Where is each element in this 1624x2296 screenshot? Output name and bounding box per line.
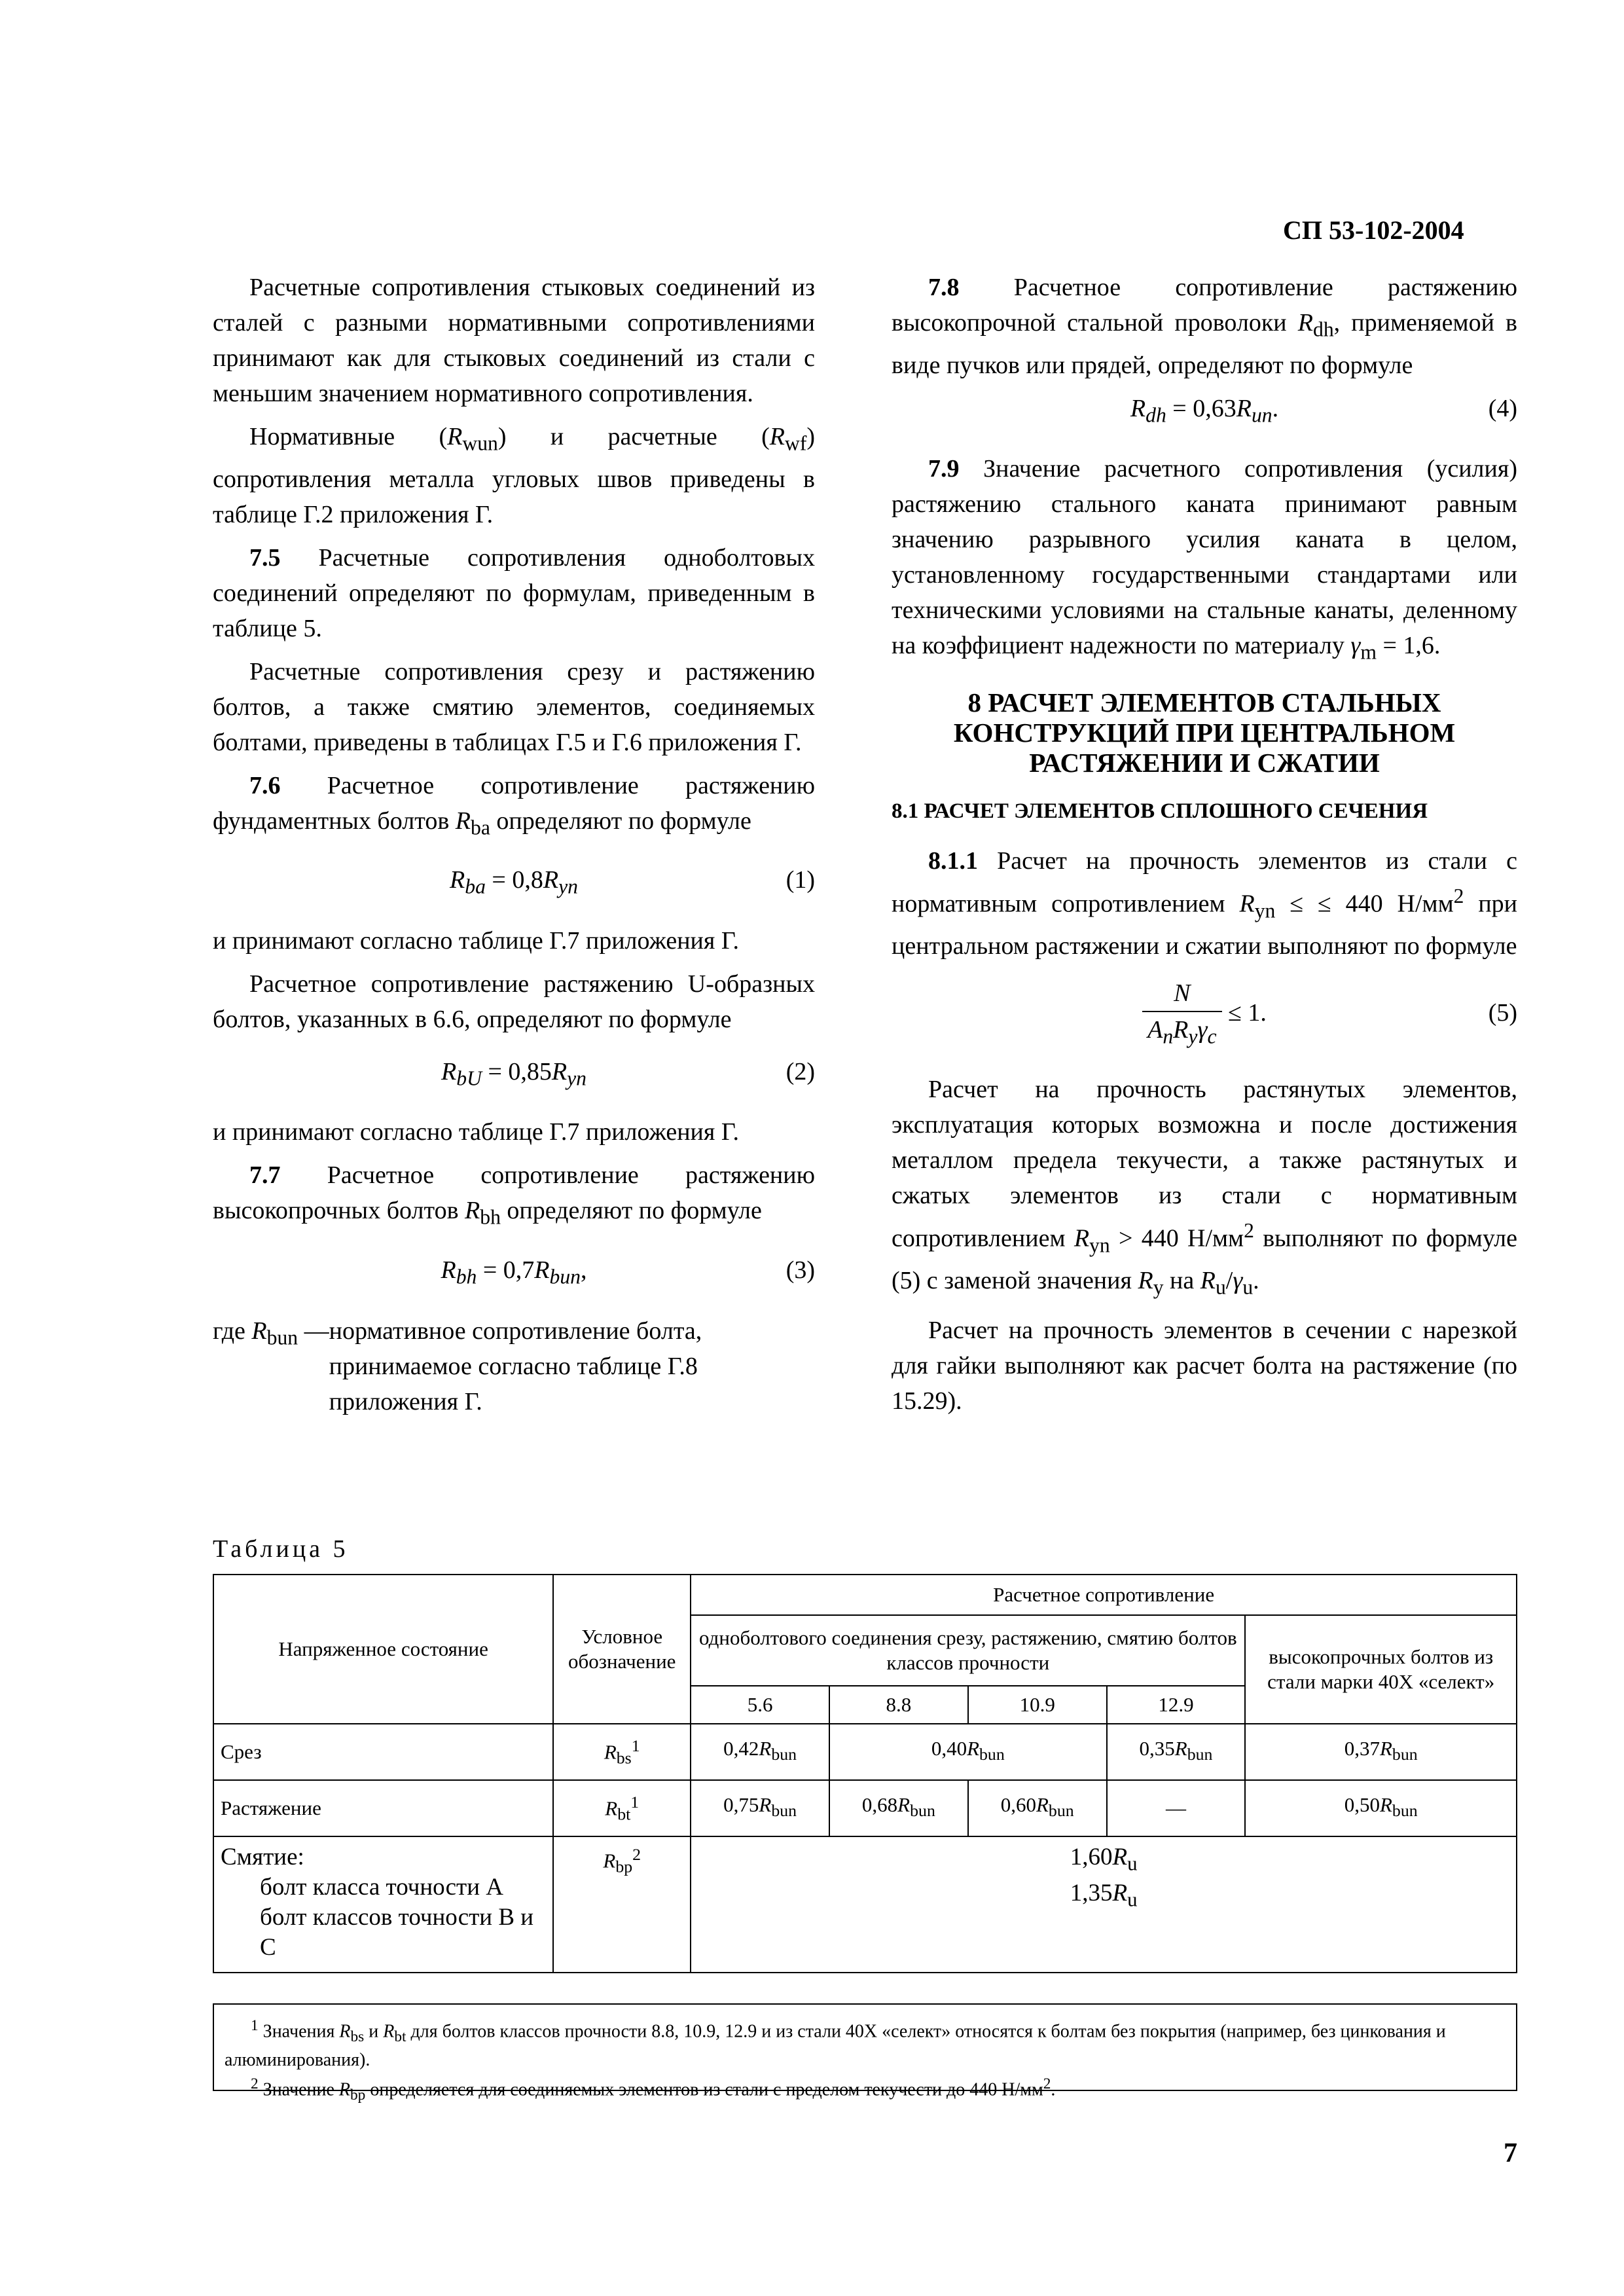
- clause-7-9: 7.9 Значение расчетного сопротивления (усилия) растяжению стального каната принимают равным значению разрывного усилия каната в целом, установленному государственными стандартами или техническими условиями на стальные канаты, деленному на коэффициент надежности по материалу $\gamma_m = 1,6$.: [892, 455, 1517, 664]
- value-cell: $0,68R_{bun}$: [829, 1780, 968, 1836]
- class-header: 8.8: [829, 1686, 968, 1724]
- value-cell: $0,40R_{bun}$: [829, 1724, 1107, 1780]
- table-footnotes: [213, 2003, 1517, 2104]
- paragraph: и принимают согласно таблице Г.7 приложения Г.: [213, 1118, 740, 1146]
- footnote-2: $^2$ Значение $R_{bp}$ определяется для соединяемых элементов из стали с пределом текучести до 440 $Н/мм^2$.: [251, 2075, 1056, 2104]
- value-cell: $0,75R_{bun}$: [691, 1780, 829, 1836]
- clause-7-8: 7.8 Расчетное сопротивление растяжению высокопрочной стальной проволоки $R_{dh}$, применяемой в виде пучков или прядей, определяют по формуле: [892, 274, 1518, 379]
- section-title: 8 РАСЧЕТ ЭЛЕМЕНТОВ СТАЛЬНЫХ КОНСТРУКЦИЙ ПРИ ЦЕНТРАЛЬНОМ РАСТЯЖЕНИИ И СЖАТИИ: [953, 687, 1456, 778]
- formula-1: $R_{ba} = 0,8R_{yn}$ (1): [450, 866, 815, 898]
- table-5: [213, 1574, 1517, 1973]
- page-number: 7: [1504, 2138, 1517, 2168]
- formula-4: $R_{dh} = 0,63R_{un}$. (4): [1130, 394, 1517, 427]
- where-definition: где $R_{bun}$ — нормативное сопротивление болта, принимаемое согласно таблице Г.8 приложения Г.: [213, 1317, 702, 1415]
- paragraph: Расчетные сопротивления стыковых соединений из сталей с разными нормативными сопротивлениями принимают как для стыковых соединений из стали с меньшим значением нормативного сопротивления.: [213, 274, 815, 407]
- class-header: 5.6: [691, 1686, 829, 1724]
- formula-3: $R_{bh} = 0,7R_{bun}$, (3): [441, 1256, 815, 1288]
- table-row: [213, 1780, 1517, 1836]
- paragraph: Расчет на прочность растянутых элементов, эксплуатация которых возможна и после достижения металлом предела текучести, а также растянутых и сжатых элементов из стали с нормативным сопротивлением $R_{yn} > 440$ $Н/мм^2$ выполняют по формуле (5) с заменой значения $R_y$ на $R_u/\gamma_u$.: [892, 1075, 1518, 1299]
- footnote-1: $^1$ Значения $R_{bs}$ и $R_{bt}$ для болтов классов прочности 8.8, 10.9, 12.9 и из стали 40Х «селект» относятся к болтам без покрытия (например, без цинкования и алюминирования).: [225, 2017, 1446, 2070]
- paragraph: Расчетное сопротивление растяжению U-образных болтов, указанных в 6.6, определяют по формуле: [213, 970, 815, 1033]
- clause-7-7: 7.7 Расчетное сопротивление растяжению высокопрочных болтов $R_{bh}$ определяют по формуле: [213, 1161, 815, 1229]
- table-row: [213, 1724, 1517, 1780]
- paragraph: Расчетные сопротивления срезу и растяжению болтов, а также смятию элементов, соединяемых болтами, приведены в таблицах Г.5 и Г.6 приложения Г.: [213, 657, 815, 756]
- class-header: 12.9: [1107, 1686, 1246, 1724]
- header-single-bolt: одноболтового соединения срезу, растяжению, смятию болтов классов прочности: [691, 1615, 1245, 1686]
- header-symbol: Условное обозначение: [553, 1575, 691, 1724]
- paragraph: и принимают согласно таблице Г.7 приложения Г.: [213, 926, 740, 955]
- header-state: Напряженное состояние: [213, 1575, 553, 1724]
- value-cell: —: [1107, 1780, 1246, 1836]
- right-column: [892, 270, 1517, 1427]
- formula-2: $R_{bU} = 0,85R_{yn}$ (2): [441, 1057, 815, 1090]
- symbol-cell: $R_{bt}^1$: [553, 1780, 691, 1836]
- value-cell: $1,60R_u$ $1,35R_u$: [691, 1836, 1517, 1973]
- clause-8-1-1: 8.1.1 Расчет на прочность элементов из стали с нормативным сопротивлением $R_{yn}$ ≤ ≤ 440 $Н/мм^2$ при центральном растяжении и сжатии выполняют по формуле: [892, 847, 1517, 960]
- value-cell: $0,50R_{bun}$: [1245, 1780, 1517, 1836]
- clause-7-5: 7.5 Расчетные сопротивления одноболтовых соединений определяют по формулам, приведенным в таблице 5.: [213, 543, 815, 642]
- left-column: [213, 270, 815, 1419]
- subsection-title: 8.1 РАСЧЕТ ЭЛЕМЕНТОВ СПЛОШНОГО СЕЧЕНИЯ: [892, 799, 1428, 823]
- value-cell: $0,37R_{bun}$: [1245, 1724, 1517, 1780]
- document-code: СП 53-102-2004: [1283, 215, 1464, 245]
- table-row: [213, 1836, 1517, 1973]
- state-cell: Растяжение: [213, 1780, 553, 1836]
- header-resistance: Расчетное сопротивление: [691, 1575, 1517, 1615]
- state-cell: Смятие: болт класса точности А болт классов точности В и С: [213, 1836, 553, 1973]
- value-cell: $0,35R_{bun}$: [1107, 1724, 1246, 1780]
- paragraph: Нормативные $(R_{wun})$ и расчетные $(R_{wf})$ сопротивления металла угловых швов приведены в таблице Г.2 приложения Г.: [213, 423, 816, 528]
- table-caption: Таблица 5: [213, 1535, 349, 1563]
- state-cell: Срез: [213, 1724, 553, 1780]
- paragraph: Расчет на прочность элементов в сечении с нарезкой для гайки выполняют как расчет болта на растяжение (по 15.29).: [892, 1317, 1517, 1415]
- symbol-cell: $R_{bp}^2$: [553, 1836, 691, 1973]
- clause-7-6: 7.6 Расчетное сопротивление растяжению фундаментных болтов $R_{ba}$ определяют по формуле: [213, 771, 815, 839]
- fraction: $\frac{N}{A_nR_y\gamma_c}$: [1142, 975, 1221, 1055]
- symbol-cell: $R_{bs}^1$: [553, 1724, 691, 1780]
- value-cell: $0,60R_{bun}$: [968, 1780, 1107, 1836]
- value-cell: $0,42R_{bun}$: [691, 1724, 829, 1780]
- header-high-strength: высокопрочных болтов из стали марки 40Х «селект»: [1245, 1615, 1517, 1724]
- class-header: 10.9: [968, 1686, 1107, 1724]
- formula-5: $\frac{N}{A_nR_y\gamma_c}$ ≤ 1. (5): [892, 975, 1517, 1055]
